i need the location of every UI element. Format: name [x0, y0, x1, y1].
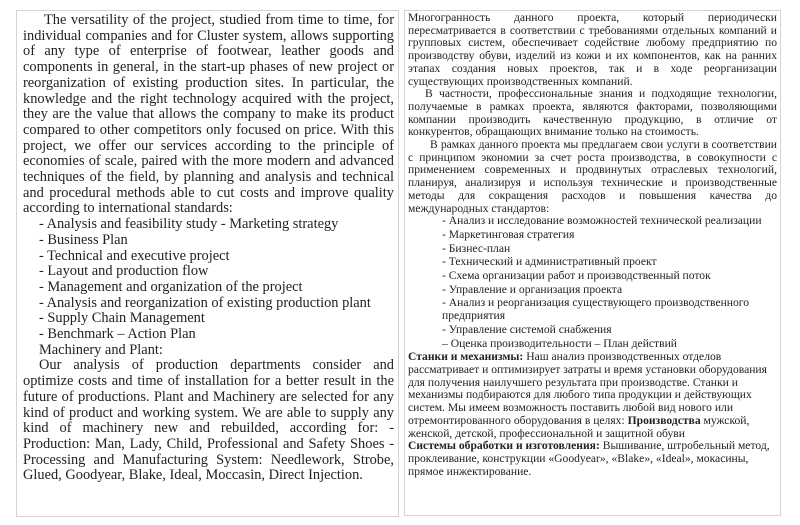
- russian-knowledge-paragraph: В частности, профессиональные знания и подходящие технологии, получаемые в рамках проекта, являются факторами, позволяющими компании производить качественную продукцию, в отличие от конкурентов, обращающих внимание только на стоимость.: [408, 87, 777, 139]
- russian-services-list: [408, 215, 777, 350]
- russian-machinery-text: Наш анализ производственных отделов рассматривает и оптимизирует затраты и время установки оборудования для получения наилучшего результата при производстве. Станки и механизмы подбираются для любого типа продукции и действующих систем. Мы имеем возможность поставить любой вид нового или отремонтированного оборудования в целях:: [408, 350, 767, 427]
- list-item: - Supply Chain Management: [39, 310, 205, 327]
- list-item: - Analysis and feasibility study - Marketing strategy: [39, 216, 339, 233]
- list-item: - Management and organization of the project: [39, 278, 303, 295]
- list-item: - Маркетинговая стратегия: [442, 227, 575, 241]
- russian-production-label: Производства: [627, 413, 701, 427]
- russian-machinery-heading: Станки и механизмы:: [408, 350, 524, 364]
- list-item: – Оценка производительности – План действий: [442, 336, 678, 350]
- list-item: - Бизнес-план: [442, 241, 511, 255]
- list-item: - Technical and executive project: [39, 247, 230, 264]
- english-column: [16, 10, 399, 517]
- list-item: - Технический и административный проект: [442, 255, 657, 269]
- russian-systems-paragraph: [408, 440, 777, 478]
- russian-systems-text: Вышивание, штробельный метод, проклеивание, конструкции «Goodyear», «Blake», «Ideal», мокасины, прямое инжектирование.: [408, 439, 770, 478]
- list-item: - Анализ и исследование возможностей технической реализации: [442, 214, 762, 228]
- russian-services-intro: В рамках данного проекта мы предлагаем свои услуги в соответствии с принципом экономии за счет роста производства, в совокупности с применением современных и продвинутых отраслевых технологий, планируя, анализируя и используя технические и производственные методы для сокращения расходов и повышения качества до международных стандартов:: [408, 138, 777, 215]
- list-item: - Схема организации работ и производственный поток: [442, 269, 711, 283]
- list-item: - Управление системой снабжения: [442, 322, 612, 336]
- list-item: - Анализ и реорганизация существующего производственного предприятия: [442, 296, 750, 323]
- russian-column: [404, 10, 781, 516]
- list-item: - Layout and production flow: [39, 263, 209, 280]
- russian-machinery-paragraph: [408, 351, 777, 440]
- english-intro-paragraph: The versatility of the project, studied from time to time, for individual companies and for Cluster system, allows supporting of any type of enterprise of footwear, leather goods and components in general, in the start-up phases of new project or reorganization of existing production sites. In particular, the knowledge and the right technology acquired with the project, they are the value that allows the company to make its product compared to other competitors only focused on price. With this project, we offer our services according to the principle of economies of scale, paired with the more modern and advanced techniques of the field, by planning and analysis and technical and procedural methods able to cut costs and improve quality according to international standards:: [23, 12, 394, 217]
- english-services-list: [23, 217, 394, 343]
- list-item: - Business Plan: [39, 231, 128, 248]
- russian-systems-label: Системы обработки и изготовления:: [408, 439, 600, 453]
- russian-production-text: мужской, женской, детской, профессиональной и защитной обуви: [408, 413, 750, 440]
- list-item: - Analysis and reorganization of existing production plant: [39, 294, 371, 311]
- english-machinery-heading: Machinery and Plant:: [39, 341, 163, 358]
- russian-intro-paragraph: Многогранность данного проекта, который периодически пересматривается в соответствии с требованиями отдельных компаний и групповых систем, обеспечивает содействие любому предприятию по производству обуви, изделий из кожи и их компонентов, как на ранних этапах создания новых проектов, так и в ходе реорганизации существующих производственных компаний.: [408, 11, 777, 88]
- english-machinery-paragraph: Our analysis of production departments consider and optimize costs and time of installation for a better result in the future of productions. Plant and Machinery are selected for any kind of product and working system. We are able to supply any kind of machinery new and rebuilded, according for: - Production: Man, Lady, Child, Professional and Safety Shoes - Processing and Manufacturing System: Needlework, Strobe, Glued, Goodyear, Blake, Ideal, Moccasin, Direct Injection.: [23, 357, 394, 484]
- list-item: - Benchmark – Action Plan: [39, 326, 196, 343]
- list-item: - Управление и организация проекта: [442, 282, 623, 296]
